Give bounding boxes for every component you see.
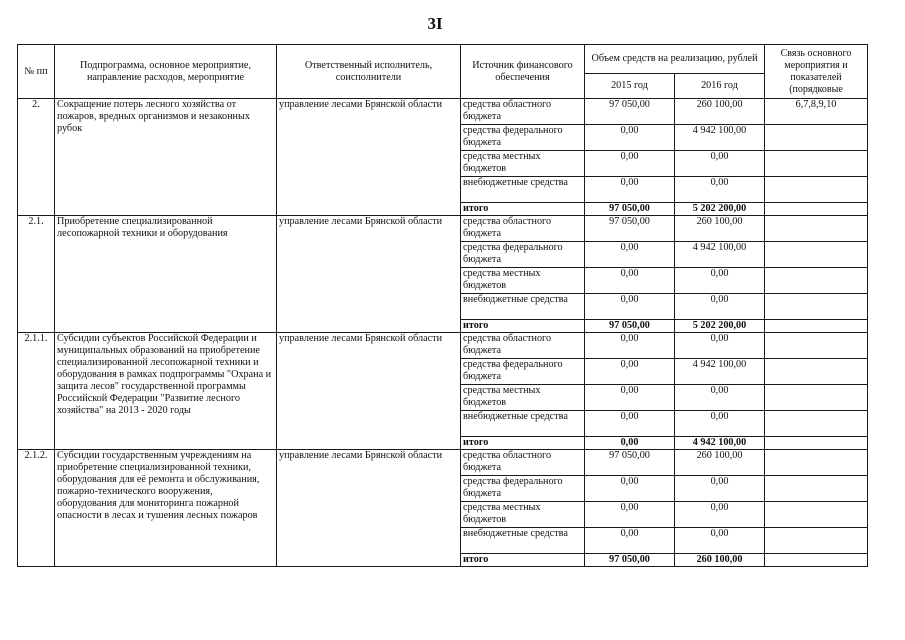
total-2016: 260 100,00	[675, 554, 765, 567]
col-header-volume: Объем средств на реализацию, рублей	[585, 45, 765, 74]
col-header-executor: Ответственный исполнитель, соисполнители	[277, 45, 461, 99]
funding-source: внебюджетные средства	[461, 528, 585, 554]
col-header-num: № пп	[18, 45, 55, 99]
funding-source: средства местных бюджетов	[461, 268, 585, 294]
measure-name: Субсидии субъектов Российской Федерации и муниципальных образований на приобретение специализированной лесопожарной техники и оборудования в рамках подпрограммы "Охрана и защита лесов" государственной программы Российской Федерации "Развитие лесного хозяйства" на 2013 - 2020 годы	[55, 333, 277, 450]
total-label: итого	[461, 320, 585, 333]
indicator-links-empty	[765, 502, 868, 528]
indicator-links: 6,7,8,9,10	[765, 99, 868, 125]
table-body	[18, 99, 868, 567]
amount-2015: 0,00	[585, 385, 675, 411]
amount-2016: 0,00	[675, 268, 765, 294]
row-number: 2.	[18, 99, 55, 216]
indicator-links-empty	[765, 528, 868, 554]
indicator-links-empty	[765, 320, 868, 333]
amount-2015: 0,00	[585, 528, 675, 554]
measure-name: Приобретение специализированной лесопожарной техники и оборудования	[55, 216, 277, 333]
row-number: 2.1.2.	[18, 450, 55, 567]
amount-2016: 260 100,00	[675, 99, 765, 125]
funding-source: средства областного бюджета	[461, 450, 585, 476]
amount-2016: 260 100,00	[675, 216, 765, 242]
funding-source: средства федерального бюджета	[461, 242, 585, 268]
indicator-links-empty	[765, 177, 868, 203]
amount-2016: 4 942 100,00	[675, 242, 765, 268]
executor: управление лесами Брянской области	[277, 99, 461, 216]
amount-2015: 0,00	[585, 333, 675, 359]
amount-2016: 0,00	[675, 476, 765, 502]
funding-source: средства местных бюджетов	[461, 502, 585, 528]
total-2015: 97 050,00	[585, 554, 675, 567]
total-label: итого	[461, 554, 585, 567]
col-header-name: Подпрограмма, основное мероприятие, направление расходов, мероприятие	[55, 45, 277, 99]
indicator-links-empty	[765, 294, 868, 320]
table-row	[18, 99, 868, 125]
amount-2015: 97 050,00	[585, 216, 675, 242]
measure-name: Сокращение потерь лесного хозяйства от пожаров, вредных организмов и незаконных рубок	[55, 99, 277, 216]
amount-2015: 0,00	[585, 151, 675, 177]
amount-2016: 0,00	[675, 177, 765, 203]
table-row	[18, 333, 868, 359]
indicator-links-empty	[765, 476, 868, 502]
executor: управление лесами Брянской области	[277, 450, 461, 567]
amount-2015: 0,00	[585, 359, 675, 385]
page-number: 3I	[427, 14, 443, 33]
amount-2015: 97 050,00	[585, 450, 675, 476]
amount-2015: 97 050,00	[585, 99, 675, 125]
indicator-links-empty	[765, 359, 868, 385]
amount-2015: 0,00	[585, 177, 675, 203]
total-2016: 5 202 200,00	[675, 320, 765, 333]
funding-source: внебюджетные средства	[461, 294, 585, 320]
col-header-connection: Связь основного мероприятия и показателей (порядковые	[765, 45, 868, 99]
table-row	[18, 450, 868, 476]
funding-source: средства федерального бюджета	[461, 476, 585, 502]
amount-2015: 0,00	[585, 411, 675, 437]
amount-2016: 0,00	[675, 411, 765, 437]
indicator-links-empty	[765, 125, 868, 151]
funding-source: средства областного бюджета	[461, 216, 585, 242]
total-2016: 4 942 100,00	[675, 437, 765, 450]
amount-2016: 0,00	[675, 294, 765, 320]
total-label: итого	[461, 203, 585, 216]
amount-2016: 4 942 100,00	[675, 359, 765, 385]
indicator-links	[765, 216, 868, 242]
amount-2016: 4 942 100,00	[675, 125, 765, 151]
funding-source: средства местных бюджетов	[461, 151, 585, 177]
indicator-links	[765, 450, 868, 476]
total-2015: 97 050,00	[585, 320, 675, 333]
amount-2015: 0,00	[585, 242, 675, 268]
funding-source: средства федерального бюджета	[461, 359, 585, 385]
indicator-links-empty	[765, 268, 868, 294]
amount-2016: 0,00	[675, 333, 765, 359]
amount-2016: 0,00	[675, 151, 765, 177]
amount-2015: 0,00	[585, 476, 675, 502]
row-number: 2.1.1.	[18, 333, 55, 450]
executor: управление лесами Брянской области	[277, 333, 461, 450]
total-2016: 5 202 200,00	[675, 203, 765, 216]
funding-source: средства местных бюджетов	[461, 385, 585, 411]
executor: управление лесами Брянской области	[277, 216, 461, 333]
measure-name: Субсидии государственным учреждениям на приобретение специализированной техники, оборудования для её ремонта и обслуживания, пожарно-технического вооружения, оборудования для мониторинга пожарной опасности в лесах и тушения лесных пожаров	[55, 450, 277, 567]
amount-2015: 0,00	[585, 268, 675, 294]
total-label: итого	[461, 437, 585, 450]
header-row	[18, 45, 868, 74]
indicator-links-empty	[765, 242, 868, 268]
indicator-links	[765, 333, 868, 359]
amount-2016: 260 100,00	[675, 450, 765, 476]
amount-2016: 0,00	[675, 502, 765, 528]
table-row	[18, 216, 868, 242]
budget-table	[17, 44, 868, 567]
funding-source: средства федерального бюджета	[461, 125, 585, 151]
amount-2016: 0,00	[675, 528, 765, 554]
funding-source: средства областного бюджета	[461, 333, 585, 359]
amount-2015: 0,00	[585, 294, 675, 320]
funding-source: внебюджетные средства	[461, 411, 585, 437]
indicator-links-empty	[765, 203, 868, 216]
total-2015: 97 050,00	[585, 203, 675, 216]
amount-2015: 0,00	[585, 125, 675, 151]
col-header-source: Источник финансового обеспечения	[461, 45, 585, 99]
amount-2016: 0,00	[675, 385, 765, 411]
total-2015: 0,00	[585, 437, 675, 450]
indicator-links-empty	[765, 437, 868, 450]
indicator-links-empty	[765, 554, 868, 567]
col-header-2015: 2015 год	[585, 74, 675, 99]
funding-source: внебюджетные средства	[461, 177, 585, 203]
indicator-links-empty	[765, 385, 868, 411]
amount-2015: 0,00	[585, 502, 675, 528]
col-header-2016: 2016 год	[675, 74, 765, 99]
indicator-links-empty	[765, 151, 868, 177]
row-number: 2.1.	[18, 216, 55, 333]
indicator-links-empty	[765, 411, 868, 437]
funding-source: средства областного бюджета	[461, 99, 585, 125]
